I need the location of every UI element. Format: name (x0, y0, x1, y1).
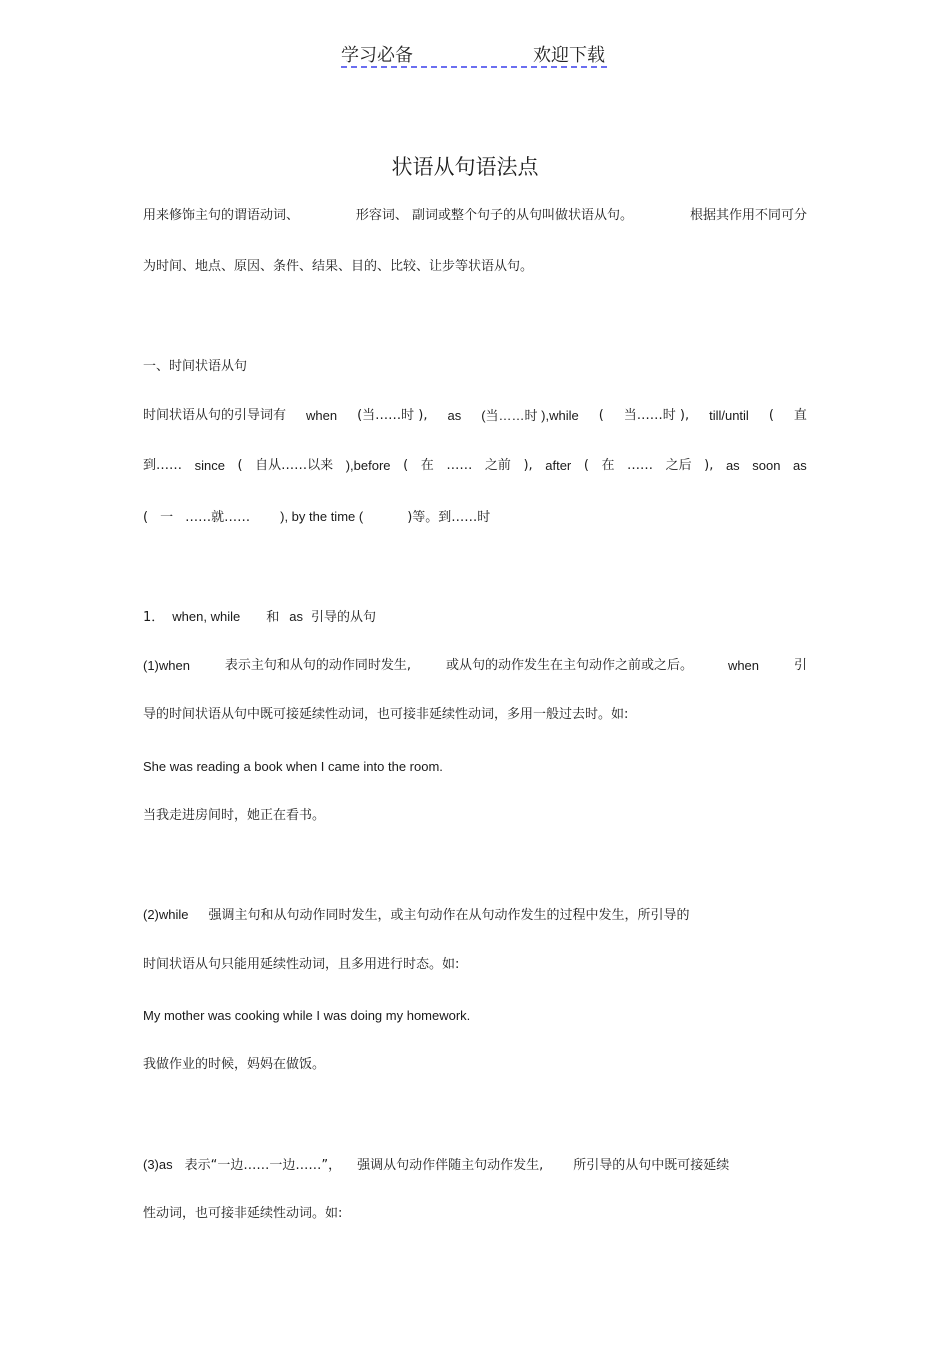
text-part: as (289, 609, 303, 624)
text-part: 表示“一边……一边……”， (184, 1158, 342, 1173)
when-paragraph-line-1 (143, 657, 807, 675)
text-part: (1)when (143, 658, 190, 673)
text-part: 直 (793, 408, 807, 423)
text-part: as (793, 458, 807, 473)
text-part: 和 (266, 610, 280, 625)
example-2-english: My mother was cooking while I was doing my homework. (143, 1008, 471, 1023)
when-paragraph-line-2: 导的时间状语从句中既可接延续性动词，也可接非延续性动词，多用一般过去时。如: (143, 707, 629, 722)
text-part: as (725, 458, 740, 473)
text-part: 到…… (143, 458, 183, 473)
intro-line-2: 为时间、地点、原因、条件、结果、目的、比较、让步等状语从句。 (143, 259, 534, 274)
text-part: …… (627, 458, 654, 473)
while-paragraph-line-1 (143, 906, 807, 925)
text-part: ( (403, 458, 409, 473)
text-part: 引 (793, 658, 807, 673)
text-part: 表示主句和从句的动作同时发生, (224, 658, 412, 673)
text-part: ( (143, 510, 149, 525)
text-part: 在 (420, 458, 434, 473)
intro-part: 形容词、 副词或整个句子的从句叫做状语从句。 (355, 208, 634, 223)
conjunctions-line-1 (143, 407, 807, 425)
text-part: when (727, 658, 760, 673)
intro-part: 用来修饰主句的谓语动词、 (143, 208, 300, 223)
text-part: 之后 (665, 458, 692, 473)
text-part: ( (583, 458, 589, 473)
text-part: (2)while (143, 907, 189, 922)
text-part: when, while (172, 609, 241, 624)
text-part: 在 (601, 458, 615, 473)
text-part: soon (752, 458, 781, 473)
text-part: ), by the time ( (280, 509, 364, 524)
text-part: ), (704, 458, 714, 473)
header-left-text: 学习必备 (341, 45, 413, 66)
text-part: 所引导的从句中既可接延续 (573, 1158, 730, 1173)
page-header (341, 40, 607, 68)
text-part: (3)as (143, 1157, 173, 1172)
text-part: 强调主句和从句动作同时发生，或主句动作在从句动作发生的过程中发生，所引导的 (208, 908, 690, 923)
text-part: since (194, 458, 225, 473)
text-part: as (447, 408, 462, 423)
text-part: ( (768, 408, 774, 423)
document-title: 状语从句语法点 (391, 155, 539, 179)
while-paragraph-line-2: 时间状语从句只能用延续性动词，且多用进行时态。如: (143, 957, 460, 972)
text-part: 引导的从句 (310, 610, 376, 625)
text-part: ……就…… (185, 510, 251, 525)
text-part: ),before (345, 458, 391, 473)
conjunctions-line-3 (143, 508, 807, 527)
text-part: ( (598, 408, 604, 423)
text-part: after (545, 458, 572, 473)
text-part: (当……时 ), (357, 408, 428, 423)
text-part: (当……时 ),while (481, 408, 579, 423)
example-1-english: She was reading a book when I came into the room. (143, 759, 443, 774)
text-part: 1． (143, 610, 165, 625)
text-part: 一 (160, 510, 174, 525)
intro-part: 根据其作用不同可分 (689, 208, 807, 223)
text-part: …… (446, 458, 473, 473)
as-paragraph-line-2: 性动词，也可接非延续性动词。如: (143, 1206, 343, 1221)
example-2-chinese: 我做作业的时候，妈妈在做饭。 (143, 1057, 326, 1072)
text-part: 或从句的动作发生在主句动作之前或之后。 (445, 658, 693, 673)
section-heading-time-clause: 一、时间状语从句 (143, 359, 248, 374)
example-1-chinese: 当我走进房间时，她正在看书。 (143, 808, 326, 823)
text-part: )等。到……时 (407, 510, 491, 525)
text-part: 自从……以来 (255, 458, 334, 473)
text-part: when (306, 408, 338, 423)
header-right-text: 欢迎下载 (533, 45, 605, 66)
intro-line-1 (143, 207, 807, 225)
text-part: till/until (709, 408, 749, 423)
text-part: ), (523, 458, 533, 473)
text-part: ( (237, 458, 243, 473)
text-part: 强调从句动作伴随主句动作发生, (357, 1158, 544, 1173)
as-paragraph-line-1 (143, 1156, 783, 1175)
text-part: 时间状语从句的引导词有 (143, 408, 287, 423)
subheading-when-while-as (143, 608, 807, 627)
conjunctions-line-2 (143, 457, 807, 475)
text-part: 之前 (484, 458, 511, 473)
text-part: 当……时 ), (623, 408, 690, 423)
